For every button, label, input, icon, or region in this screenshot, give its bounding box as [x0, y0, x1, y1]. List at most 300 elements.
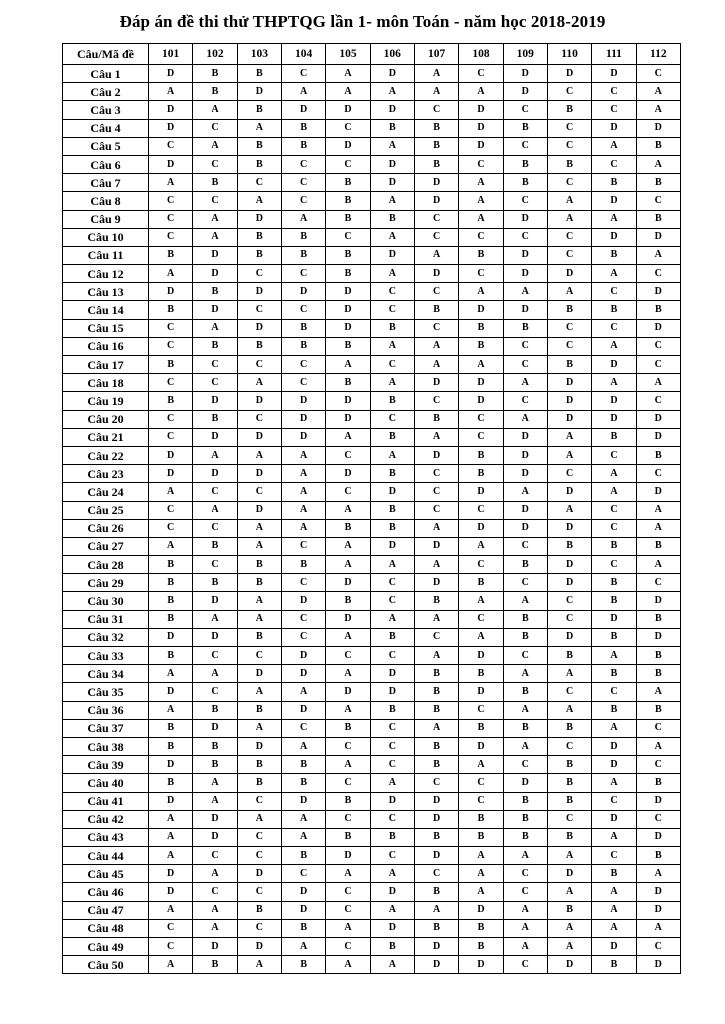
answer-cell: A: [326, 356, 370, 374]
answer-cell: B: [592, 628, 636, 646]
answer-cell: A: [414, 901, 458, 919]
answer-cell: D: [592, 610, 636, 628]
answer-cell: A: [370, 374, 414, 392]
question-label: Câu 1: [63, 65, 149, 83]
answer-cell: A: [459, 847, 503, 865]
answer-cell: A: [592, 919, 636, 937]
answer-cell: C: [326, 901, 370, 919]
answer-cell: C: [636, 356, 680, 374]
answer-cell: C: [370, 719, 414, 737]
answer-cell: A: [237, 683, 281, 701]
answer-cell: A: [237, 446, 281, 464]
answer-cell: C: [547, 592, 591, 610]
answer-cell: C: [326, 938, 370, 956]
question-label: Câu 39: [63, 756, 149, 774]
question-label: Câu 17: [63, 356, 149, 374]
answer-cell: B: [503, 719, 547, 737]
question-label: Câu 48: [63, 919, 149, 937]
answer-cell: B: [503, 810, 547, 828]
answer-cell: D: [459, 483, 503, 501]
answer-cell: B: [237, 65, 281, 83]
answer-cell: B: [636, 301, 680, 319]
answer-cell: C: [193, 119, 237, 137]
answer-cell: A: [149, 174, 193, 192]
answer-cell: D: [193, 246, 237, 264]
answer-cell: C: [193, 647, 237, 665]
answer-cell: B: [237, 137, 281, 155]
answer-cell: A: [459, 356, 503, 374]
answer-cell: B: [459, 828, 503, 846]
answer-cell: C: [193, 556, 237, 574]
answer-cell: B: [503, 174, 547, 192]
answer-cell: C: [636, 465, 680, 483]
answer-cell: B: [592, 956, 636, 974]
answer-cell: B: [149, 719, 193, 737]
answer-key-table: [62, 43, 681, 974]
answer-cell: B: [414, 756, 458, 774]
answer-cell: B: [636, 701, 680, 719]
answer-cell: A: [193, 665, 237, 683]
answer-cell: B: [459, 938, 503, 956]
answer-cell: D: [149, 865, 193, 883]
answer-cell: A: [326, 556, 370, 574]
table-row: [63, 574, 681, 592]
header-code: 108: [459, 44, 503, 65]
question-label: Câu 31: [63, 610, 149, 628]
answer-cell: C: [149, 374, 193, 392]
answer-cell: B: [149, 301, 193, 319]
answer-cell: A: [414, 83, 458, 101]
answer-cell: A: [592, 828, 636, 846]
answer-cell: B: [149, 392, 193, 410]
answer-cell: C: [503, 537, 547, 555]
answer-cell: D: [503, 83, 547, 101]
table-row: [63, 392, 681, 410]
answer-cell: B: [503, 155, 547, 173]
answer-cell: C: [193, 155, 237, 173]
answer-cell: D: [281, 665, 325, 683]
answer-cell: B: [503, 683, 547, 701]
answer-cell: A: [281, 501, 325, 519]
answer-cell: B: [149, 737, 193, 755]
answer-cell: D: [370, 683, 414, 701]
answer-cell: C: [503, 228, 547, 246]
answer-cell: A: [503, 847, 547, 865]
answer-cell: D: [636, 592, 680, 610]
header-code: 106: [370, 44, 414, 65]
answer-cell: A: [149, 83, 193, 101]
answer-cell: D: [370, 155, 414, 173]
answer-cell: D: [547, 628, 591, 646]
answer-cell: D: [414, 810, 458, 828]
answer-cell: D: [326, 392, 370, 410]
answer-cell: C: [459, 610, 503, 628]
answer-cell: B: [281, 956, 325, 974]
answer-cell: D: [592, 756, 636, 774]
answer-cell: C: [237, 828, 281, 846]
answer-cell: C: [459, 428, 503, 446]
answer-cell: D: [414, 847, 458, 865]
answer-cell: C: [459, 701, 503, 719]
answer-cell: A: [281, 938, 325, 956]
answer-cell: B: [592, 174, 636, 192]
answer-cell: D: [237, 865, 281, 883]
answer-cell: B: [193, 756, 237, 774]
answer-cell: B: [237, 556, 281, 574]
table-row: [63, 938, 681, 956]
question-label: Câu 18: [63, 374, 149, 392]
answer-cell: D: [503, 465, 547, 483]
answer-cell: B: [414, 301, 458, 319]
table-row: [63, 919, 681, 937]
answer-cell: B: [370, 392, 414, 410]
answer-cell: D: [459, 101, 503, 119]
answer-cell: B: [414, 137, 458, 155]
answer-cell: B: [636, 847, 680, 865]
answer-cell: C: [459, 556, 503, 574]
answer-cell: B: [547, 301, 591, 319]
answer-cell: D: [459, 956, 503, 974]
answer-cell: A: [237, 592, 281, 610]
answer-cell: D: [149, 446, 193, 464]
answer-cell: B: [281, 319, 325, 337]
question-label: Câu 26: [63, 519, 149, 537]
answer-cell: D: [636, 483, 680, 501]
header-code: 104: [281, 44, 325, 65]
question-label: Câu 46: [63, 883, 149, 901]
answer-cell: C: [414, 319, 458, 337]
answer-cell: B: [592, 537, 636, 555]
answer-cell: D: [459, 374, 503, 392]
answer-cell: C: [237, 410, 281, 428]
answer-cell: C: [149, 410, 193, 428]
table-header-row: [63, 44, 681, 65]
answer-cell: C: [193, 519, 237, 537]
table-row: [63, 592, 681, 610]
answer-cell: D: [237, 465, 281, 483]
answer-cell: C: [326, 737, 370, 755]
table-row: [63, 319, 681, 337]
answer-cell: B: [636, 210, 680, 228]
answer-cell: C: [149, 228, 193, 246]
table-row: [63, 828, 681, 846]
answer-cell: A: [547, 283, 591, 301]
answer-cell: C: [503, 574, 547, 592]
answer-cell: A: [281, 446, 325, 464]
answer-cell: C: [592, 319, 636, 337]
answer-cell: B: [636, 137, 680, 155]
answer-cell: B: [503, 119, 547, 137]
answer-cell: C: [237, 301, 281, 319]
answer-cell: C: [459, 228, 503, 246]
answer-cell: D: [547, 392, 591, 410]
answer-cell: D: [414, 446, 458, 464]
answer-cell: D: [592, 356, 636, 374]
answer-cell: C: [281, 574, 325, 592]
answer-cell: A: [370, 192, 414, 210]
answer-cell: B: [547, 155, 591, 173]
answer-cell: D: [592, 938, 636, 956]
answer-cell: A: [193, 101, 237, 119]
answer-cell: C: [237, 483, 281, 501]
answer-cell: D: [326, 683, 370, 701]
answer-cell: C: [459, 155, 503, 173]
answer-cell: A: [370, 865, 414, 883]
answer-cell: C: [592, 501, 636, 519]
answer-cell: D: [149, 101, 193, 119]
answer-cell: C: [414, 101, 458, 119]
answer-cell: A: [281, 83, 325, 101]
answer-cell: D: [237, 283, 281, 301]
answer-cell: C: [636, 938, 680, 956]
answer-cell: D: [636, 319, 680, 337]
answer-cell: A: [592, 374, 636, 392]
answer-cell: A: [547, 501, 591, 519]
answer-cell: D: [636, 883, 680, 901]
answer-cell: B: [547, 828, 591, 846]
answer-cell: D: [370, 101, 414, 119]
answer-cell: B: [326, 246, 370, 264]
answer-cell: A: [149, 537, 193, 555]
answer-cell: A: [414, 519, 458, 537]
answer-cell: D: [237, 210, 281, 228]
answer-cell: D: [370, 537, 414, 555]
question-label: Câu 10: [63, 228, 149, 246]
answer-cell: A: [193, 228, 237, 246]
table-row: [63, 137, 681, 155]
table-row: [63, 901, 681, 919]
answer-cell: C: [547, 810, 591, 828]
answer-cell: C: [149, 919, 193, 937]
table-row: [63, 410, 681, 428]
question-label: Câu 42: [63, 810, 149, 828]
answer-cell: B: [326, 719, 370, 737]
answer-cell: D: [414, 192, 458, 210]
answer-cell: C: [592, 446, 636, 464]
header-code: 102: [193, 44, 237, 65]
answer-cell: A: [281, 683, 325, 701]
table-row: [63, 847, 681, 865]
answer-cell: B: [193, 574, 237, 592]
header-code: 107: [414, 44, 458, 65]
answer-cell: C: [547, 737, 591, 755]
answer-cell: A: [547, 883, 591, 901]
answer-cell: C: [281, 537, 325, 555]
answer-cell: D: [592, 119, 636, 137]
table-row: [63, 683, 681, 701]
answer-cell: B: [636, 537, 680, 555]
answer-cell: D: [503, 501, 547, 519]
answer-cell: C: [326, 774, 370, 792]
answer-cell: A: [149, 665, 193, 683]
answer-cell: C: [370, 810, 414, 828]
answer-cell: C: [326, 155, 370, 173]
header-code: 111: [592, 44, 636, 65]
answer-cell: B: [547, 774, 591, 792]
answer-cell: B: [237, 756, 281, 774]
answer-cell: A: [237, 519, 281, 537]
question-label: Câu 34: [63, 665, 149, 683]
table-row: [63, 428, 681, 446]
answer-cell: B: [237, 155, 281, 173]
question-label: Câu 45: [63, 865, 149, 883]
answer-cell: C: [414, 210, 458, 228]
question-label: Câu 37: [63, 719, 149, 737]
answer-cell: C: [592, 519, 636, 537]
answer-cell: B: [281, 847, 325, 865]
answer-cell: B: [149, 574, 193, 592]
answer-cell: D: [326, 137, 370, 155]
answer-cell: C: [370, 410, 414, 428]
answer-cell: B: [503, 628, 547, 646]
answer-cell: C: [370, 756, 414, 774]
answer-cell: C: [547, 174, 591, 192]
question-label: Câu 19: [63, 392, 149, 410]
answer-cell: A: [636, 246, 680, 264]
answer-cell: A: [503, 283, 547, 301]
answer-cell: C: [149, 337, 193, 355]
answer-cell: B: [193, 174, 237, 192]
answer-cell: D: [592, 192, 636, 210]
answer-cell: A: [414, 556, 458, 574]
question-label: Câu 30: [63, 592, 149, 610]
answer-cell: B: [414, 683, 458, 701]
answer-cell: A: [281, 483, 325, 501]
answer-cell: B: [326, 265, 370, 283]
question-label: Câu 28: [63, 556, 149, 574]
answer-cell: A: [370, 446, 414, 464]
answer-cell: C: [414, 283, 458, 301]
answer-cell: B: [326, 192, 370, 210]
question-label: Câu 50: [63, 956, 149, 974]
answer-cell: A: [193, 137, 237, 155]
answer-cell: B: [281, 919, 325, 937]
answer-cell: A: [459, 756, 503, 774]
table-row: [63, 228, 681, 246]
answer-cell: B: [370, 119, 414, 137]
answer-cell: B: [149, 647, 193, 665]
answer-cell: D: [149, 465, 193, 483]
answer-cell: C: [193, 356, 237, 374]
answer-cell: D: [326, 465, 370, 483]
answer-cell: B: [281, 774, 325, 792]
answer-cell: C: [459, 65, 503, 83]
answer-cell: C: [281, 719, 325, 737]
answer-cell: D: [636, 901, 680, 919]
answer-cell: B: [193, 283, 237, 301]
answer-cell: C: [503, 756, 547, 774]
answer-cell: D: [503, 210, 547, 228]
header-code: 103: [237, 44, 281, 65]
answer-cell: C: [547, 246, 591, 264]
answer-cell: D: [237, 938, 281, 956]
answer-cell: D: [370, 246, 414, 264]
answer-cell: D: [370, 792, 414, 810]
answer-cell: D: [459, 119, 503, 137]
answer-cell: D: [370, 65, 414, 83]
answer-cell: A: [193, 792, 237, 810]
answer-cell: C: [237, 847, 281, 865]
answer-cell: B: [237, 337, 281, 355]
answer-cell: C: [503, 356, 547, 374]
answer-cell: B: [370, 319, 414, 337]
answer-cell: A: [281, 210, 325, 228]
answer-cell: C: [326, 119, 370, 137]
question-label: Câu 16: [63, 337, 149, 355]
answer-cell: A: [636, 155, 680, 173]
answer-cell: B: [459, 446, 503, 464]
answer-cell: C: [370, 737, 414, 755]
answer-cell: A: [592, 883, 636, 901]
answer-cell: A: [459, 628, 503, 646]
answer-cell: B: [326, 592, 370, 610]
answer-cell: D: [370, 665, 414, 683]
answer-cell: C: [414, 483, 458, 501]
answer-cell: A: [636, 519, 680, 537]
answer-cell: D: [547, 374, 591, 392]
answer-cell: D: [193, 938, 237, 956]
answer-cell: B: [636, 610, 680, 628]
answer-cell: A: [370, 265, 414, 283]
answer-cell: B: [281, 228, 325, 246]
answer-cell: B: [149, 610, 193, 628]
table-row: [63, 628, 681, 646]
answer-cell: B: [414, 592, 458, 610]
table-row: [63, 519, 681, 537]
answer-cell: D: [281, 901, 325, 919]
answer-cell: C: [547, 337, 591, 355]
answer-cell: A: [326, 665, 370, 683]
table-row: [63, 537, 681, 555]
answer-cell: A: [193, 501, 237, 519]
answer-cell: B: [547, 756, 591, 774]
answer-cell: B: [193, 65, 237, 83]
answer-cell: A: [193, 319, 237, 337]
answer-cell: A: [237, 192, 281, 210]
answer-cell: B: [149, 774, 193, 792]
answer-cell: C: [370, 301, 414, 319]
answer-cell: A: [636, 501, 680, 519]
answer-cell: C: [547, 610, 591, 628]
answer-cell: A: [149, 810, 193, 828]
answer-cell: B: [459, 919, 503, 937]
answer-cell: D: [547, 956, 591, 974]
answer-cell: B: [237, 774, 281, 792]
question-label: Câu 41: [63, 792, 149, 810]
answer-cell: C: [503, 883, 547, 901]
table-row: [63, 83, 681, 101]
question-label: Câu 21: [63, 428, 149, 446]
question-label: Câu 14: [63, 301, 149, 319]
answer-cell: C: [326, 883, 370, 901]
answer-cell: B: [592, 701, 636, 719]
answer-cell: C: [636, 719, 680, 737]
answer-cell: D: [503, 65, 547, 83]
answer-cell: C: [193, 483, 237, 501]
answer-cell: C: [414, 392, 458, 410]
answer-cell: A: [326, 919, 370, 937]
table-row: [63, 210, 681, 228]
answer-cell: D: [281, 701, 325, 719]
question-label: Câu 25: [63, 501, 149, 519]
answer-cell: A: [547, 446, 591, 464]
answer-cell: A: [193, 446, 237, 464]
answer-cell: B: [326, 337, 370, 355]
answer-cell: A: [326, 83, 370, 101]
answer-cell: A: [592, 137, 636, 155]
answer-cell: D: [592, 228, 636, 246]
answer-cell: C: [237, 883, 281, 901]
